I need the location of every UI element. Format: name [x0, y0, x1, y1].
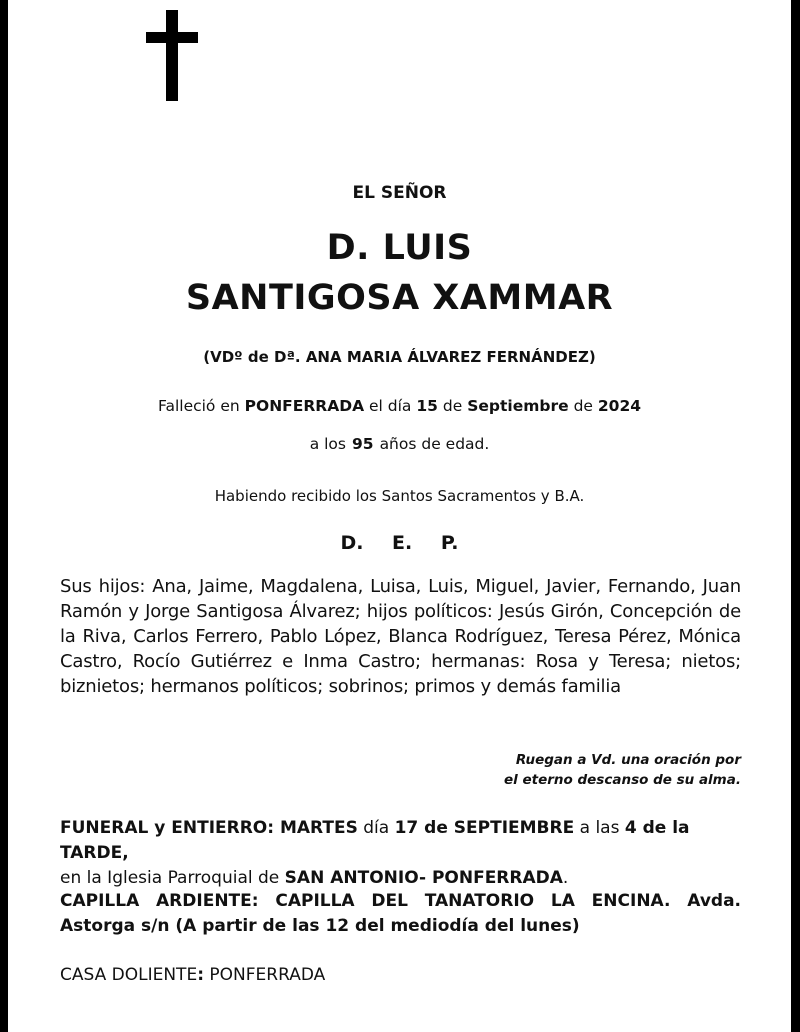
- death-month: Septiembre: [467, 397, 569, 415]
- dep-heading: D. E. P.: [340, 532, 459, 554]
- deceased-name-line2: SANTIGOSA XAMMAR: [185, 278, 614, 318]
- chapel-details: CAPILLA ARDIENTE: CAPILLA DEL TANATORIO LA ENCINA. Avda. Astorga s/n (A partir de las 12 del mediodía del lunes): [60, 891, 741, 936]
- funeral-details: FUNERAL y ENTIERRO: MARTES día 17 de SEPTIEMBRE a las 4 de la TARDE, en la Iglesia Parroquial de SAN ANTONIO- PONFERRADA.: [60, 818, 690, 888]
- prayer-request: Ruegan a Vd. una oración por el eterno descanso de su alma.: [504, 752, 741, 788]
- death-day: 15: [416, 397, 438, 415]
- family-list: Sus hijos: Ana, Jaime, Magdalena, Luisa, Luis, Miguel, Javier, Fernando, Juan Ramón y Jorge Santigosa Álvarez; hijos políticos: Jesús Girón, Concepción de la Riva, Carlos Ferrero, Pablo López, Blanca Rodríguez, Teresa Pérez, Mónica Castro, Rocío Gutiérrez e Inma Castro; hermanas: Rosa y Teresa; nietos; biznietos; hermanos políticos; sobrinos; primos y demás familia: [60, 576, 741, 697]
- death-notice: Falleció en PONFERRADA el día 15 de Septiembre de 2024: [157, 397, 642, 415]
- cross-icon: [146, 10, 198, 101]
- mourning-house: CASA DOLIENTE: PONFERRADA: [60, 965, 326, 985]
- deceased-name-line1: D. LUIS: [326, 228, 473, 268]
- age-value: 95: [351, 435, 374, 453]
- death-year: 2024: [597, 397, 642, 415]
- obituary-page: [8, 0, 791, 1032]
- sacraments-note: Habiendo recibido los Santos Sacramentos y B.A.: [214, 487, 585, 505]
- death-place: PONFERRADA: [244, 397, 365, 415]
- age-line: a los 95 años de edad.: [309, 435, 490, 453]
- honorific: EL SEÑOR: [352, 183, 447, 203]
- widower-note: (VDº de Dª. ANA MARIA ÁLVAREZ FERNÁNDEZ): [203, 348, 596, 366]
